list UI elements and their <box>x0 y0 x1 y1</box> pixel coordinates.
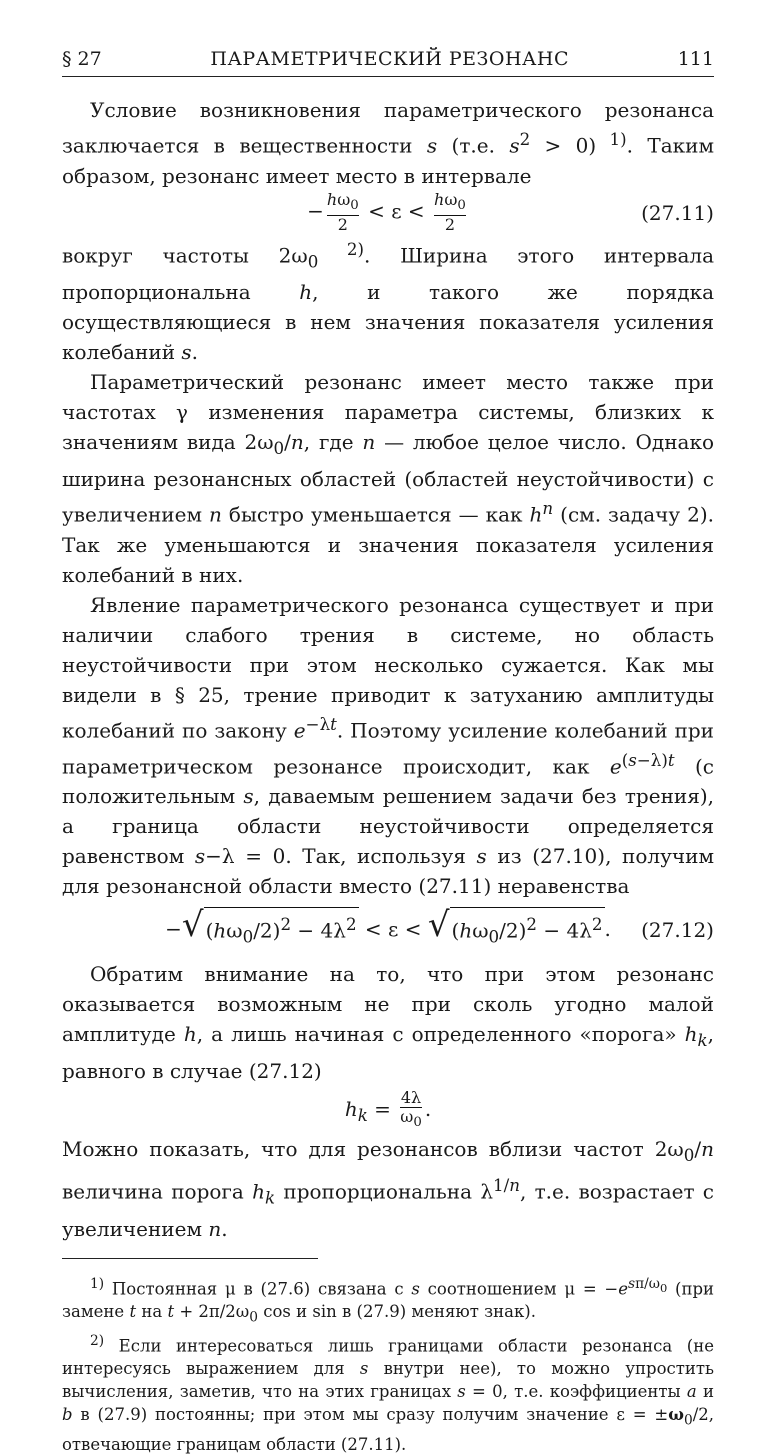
paragraph-3: Параметрический резонанс имеет место также при частотах γ изменения параметра системы, близких к значениям вида $2\omega_0/n$, где n — любое целое число. Однако ширина резонансных областей (областей неустойчивости) с увеличением n быстро уменьшается — как $h^n$ (см. задачу 2). Так же уменьшаются и значения показателя усиления колебаний в них. <box>62 370 714 587</box>
footnote-divider <box>62 1258 318 1259</box>
footnote-2: $^{2)}$ Если интересоваться лишь границами области резонанса (не интересуясь выражением для s внутри нее), то можно упростить вычисления, заметив, что на этих границах s = 0, т.е. коэффициенты a и b в (27.9) постоянны; при этом мы сразу получим значение $\varepsilon = \pm\omega_0/2$, отвечающие границам области (27.11). <box>62 1332 714 1454</box>
book-page <box>62 48 714 1456</box>
section-number: § 27 <box>62 48 102 70</box>
paragraph-6: Можно показать, что для резонансов вблизи частот $2\omega_0/n$ величина порога $h_k$ пропорциональна $\lambda^{1/n}$, т.е. возрастает с увеличением n. <box>62 1137 714 1241</box>
equation-27-12: − √ $(h\omega_0/2)^2 - 4\lambda^2$ < ε < √ $(h\omega_0/2)^2 - 4\lambda^2$ . (27.12) <box>62 901 714 959</box>
equation-number: (27.11) <box>641 200 714 225</box>
footnotes <box>62 1273 714 1456</box>
equation-number: (27.12) <box>641 918 714 943</box>
equation-27-11: − $\frac{h\omega_0}{2}$ < ε < $\frac{h\omega_0}{2}$ (27.11) <box>307 190 714 235</box>
footnote-1: $^{1)}$ Постоянная μ в (27.6) связана с s соотношением $\mu = -e^{s\pi/\omega_0}$ (при замене t на $t + 2\pi/2\omega_0$ cos и sin в (27.9) меняют знак). <box>62 1275 715 1326</box>
equation-threshold: $h_k$ = $\frac{4\lambda}{\omega_0}$ . <box>344 1087 432 1130</box>
running-header <box>62 48 714 77</box>
paragraph-5: Обратим внимание на то, что при этом резонанс оказывается возможным не при сколь угодно малой амплитуде h, а лишь начиная с определенного «порога» $h_k$, равного в случае (27.12) <box>62 962 714 1084</box>
main-text <box>62 95 714 1244</box>
chapter-title: ПАРАМЕТРИЧЕСКИЙ РЕЗОНАНС <box>210 48 570 70</box>
paragraph-2: вокруг частоты $2\omega_0$ $^{2)}$. Ширина этого интервала пропорциональна h, и такого же порядка осуществляющиеся в нем значения показателя усиления колебаний s. <box>62 239 715 365</box>
paragraph-4: Явление параметрического резонанса существует и при наличии слабого трения в системе, но область неустойчивости при этом несколько сужается. Как мы видели в § 25, трение приводит к затуханию амплитуды колебаний по закону $e^{-\lambda t}$. Поэтому усиление колебаний при параметрическом резонансе происходит, как $e^{(s-\lambda)t}$ (с положительным s, даваемым решением задачи без трения), а граница области неустойчивости определяется равенством s−λ = 0. Так, используя s из (27.10), получим для резонансной области вместо (27.11) неравенства <box>62 592 715 899</box>
page-number: 111 <box>677 48 714 70</box>
paragraph-1: Условие возникновения параметрического резонанса заключается в вещественности s (т.е. $s^2 > 0$) $^{1)}$. Таким образом, резонанс имеет место в интервале <box>62 98 715 188</box>
